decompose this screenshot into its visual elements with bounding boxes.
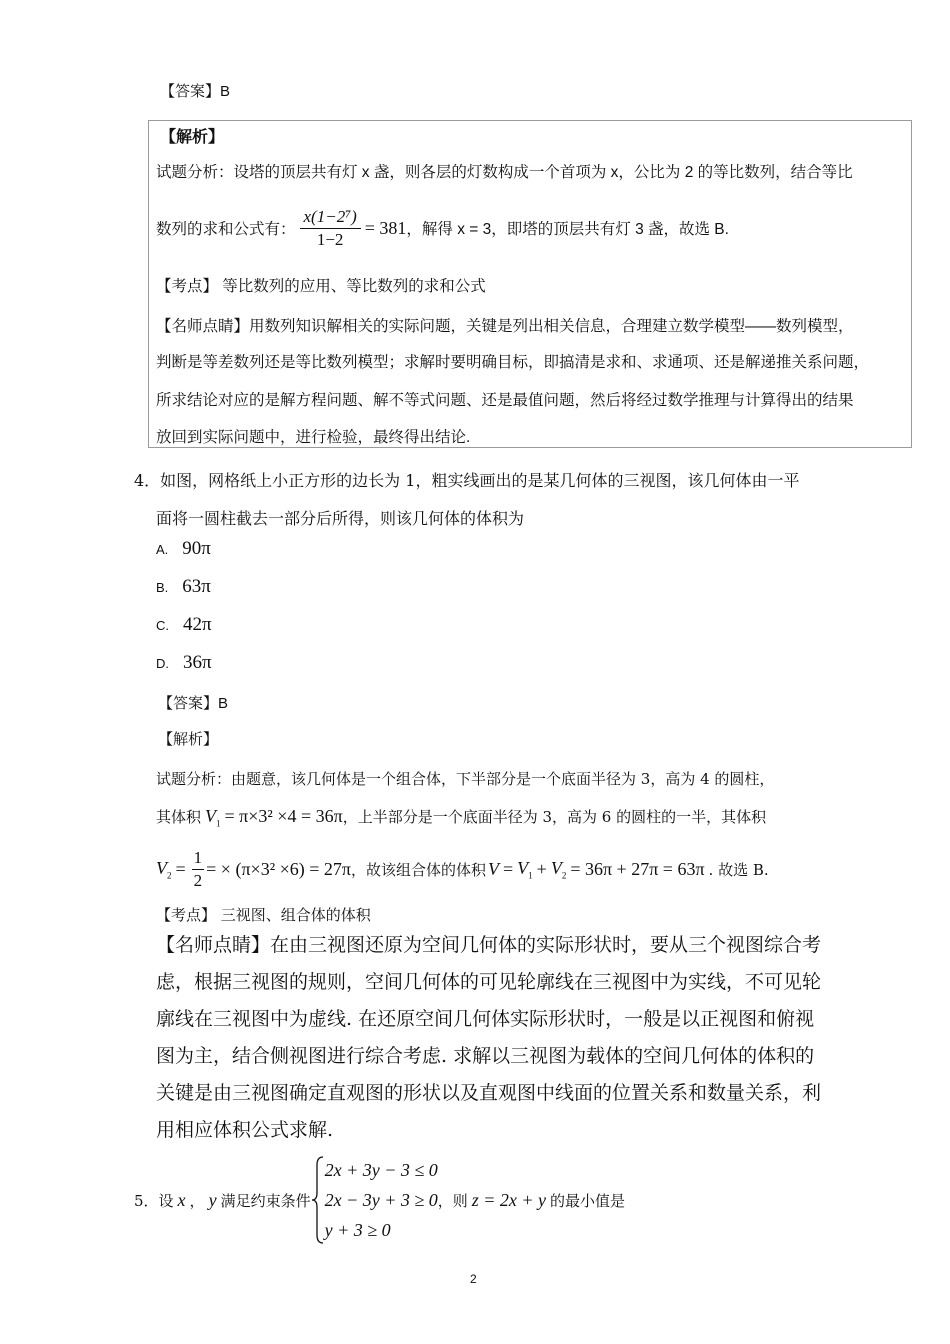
q4-analysis-line1: 试题分析：由题意，该几何体是一个组合体，下半部分是一个底面半径为 3，高为 4 的圆柱， [156,770,775,788]
v2-formula: = × (π×3² ×6) = 27π [206,858,351,879]
q4-kaodian: 【考点】 三视图、组合体的体积 [156,906,371,924]
q3-kaodian: 【考点】 等比数列的应用、等比数列的求和公式 [156,278,486,295]
v1-sym2: $V_1$ [517,857,533,881]
q3-line2-eq: = 381 [364,217,407,238]
q4-line2-pre: 其体积 [156,808,202,826]
q5-comma: ， [189,1191,205,1210]
v-total-formula: = 36π + 27π = 63π [570,858,705,879]
option-label: A. [156,542,169,557]
q4-answer: 【答案】B [158,695,229,712]
q5-pre: 5．设 [134,1191,174,1210]
left-brace-icon [311,1155,325,1245]
q4-mingshi-6: 用相应体积公式求解. [156,1119,334,1141]
one-half-fraction [192,847,205,892]
constraint-3: y + 3 ≥ 0 [324,1220,391,1240]
constraint-1: 2x + 3y − 3 ≤ 0 [324,1160,438,1180]
q3-fraction-denominator: 1−2 [316,229,344,249]
v-plus: + [536,858,547,879]
q4-analysis-line3 [156,846,769,892]
half-denominator: 2 [193,870,203,890]
q4-mingshi-1: 【名师点睛】在由三视图还原为空间几何体的实际形状时，要从三个视图综合考 [156,934,822,956]
q4-analysis-line2 [156,806,766,829]
q4-line3-post: . 故选 B. [708,860,769,879]
q3-mingshi-3: 所求结论对应的是解方程问题、解不等式问题、还是最值问题，然后将经过数学推理与计算得出的结果 [156,392,854,409]
var-x: x [177,1189,186,1210]
q4-analysis-title: 【解析】 [158,731,219,748]
q4-option-c [156,614,212,636]
objective-function: z = 2x + y [471,1189,547,1210]
q4-line3-mid: ，故该组合体的体积 [350,860,486,879]
q3-line2-pre: 数列的求和公式有： [156,221,296,238]
option-label: C. [156,618,169,633]
var-y: y [208,1189,217,1210]
option-value: 42π [183,614,212,635]
option-label: D. [156,656,169,671]
v2-eq-sign: = [175,858,186,879]
q4-mingshi-4: 图为主，结合侧视图进行综合考虑. 求解以三视图为载体的空间几何体的体积的 [156,1045,815,1067]
q5-post: ，则 [437,1191,468,1210]
q4-mingshi-5: 关键是由三视图确定直观图的形状以及直观图中线面的位置关系和数量关系，利 [156,1082,822,1104]
half-numerator: 1 [192,847,205,870]
q3-analysis-line2 [156,200,729,256]
constraint-2: 2x − 3y + 3 ≥ 0 [324,1190,438,1210]
v-symbol: V [488,858,499,879]
page-number: 2 [470,1272,477,1286]
v1-symbol: $V_1$ [205,806,221,829]
option-value: 63π [182,576,211,597]
q4-mingshi-3: 廓线在三视图中为虚线. 在还原空间几何体实际形状时，一般是以正视图和俯视 [156,1008,815,1030]
q3-analysis-line1: 试题分析：设塔的顶层共有灯 x 盏，则各层的灯数构成一个首项为 x，公比为 2 的等比数列，结合等比 [156,164,853,181]
q3-fraction-numerator: x(1−2⁷) [300,206,361,229]
q5-stem [134,1154,625,1246]
q4-stem-line2: 面将一圆柱截去一部分后所得，则该几何体的体积为 [156,509,525,528]
q4-mingshi-2: 虑，根据三视图的规则，空间几何体的可见轮廓线在三视图中为实线，不可见轮 [156,971,822,993]
q4-option-d [156,652,212,674]
v2-symbol: $V_2$ [156,857,172,881]
q3-mingshi-2: 判断是等差数列还是等比数列模型；求解时要明确目标，即搞清是求和、求通项、还是解递推关系问题， [156,354,870,371]
q5-post2: 的最小值是 [550,1191,626,1210]
q4-option-b [156,576,211,598]
q3-answer: 【答案】B [160,83,231,100]
q3-mingshi-4: 放回到实际问题中，进行检验，最终得出结论. [156,429,471,446]
option-value: 90π [182,538,211,559]
option-value: 36π [183,652,212,673]
option-label: B. [156,580,169,595]
v2-sym2: $V_2$ [550,857,567,881]
q3-analysis-title: 【解析】 [160,129,225,146]
constraint-system [325,1155,438,1245]
q4-line2-post: ，上半部分是一个底面半径为 3，高为 6 的圆柱的一半，其体积 [342,808,767,826]
q3-fraction [300,206,361,251]
q4-option-a [156,538,211,560]
q5-mid: 满足约束条件 [220,1191,311,1210]
q4-stem-line1: 4．如图，网格纸上小正方形的边长为 1，粗实线画出的是某几何体的三视图，该几何体由一平 [134,471,800,490]
q3-line2-post: ，解得 x = 3，即塔的顶层共有灯 3 盏，故选 B. [406,221,729,238]
q3-mingshi-1: 【名师点睛】用数列知识解相关的实际问题，关键是列出相关信息，合理建立数学模型——数列模型， [156,318,854,335]
v-eq: = [503,858,514,879]
v1-formula: = π×3² ×4 = 36π [224,806,343,826]
